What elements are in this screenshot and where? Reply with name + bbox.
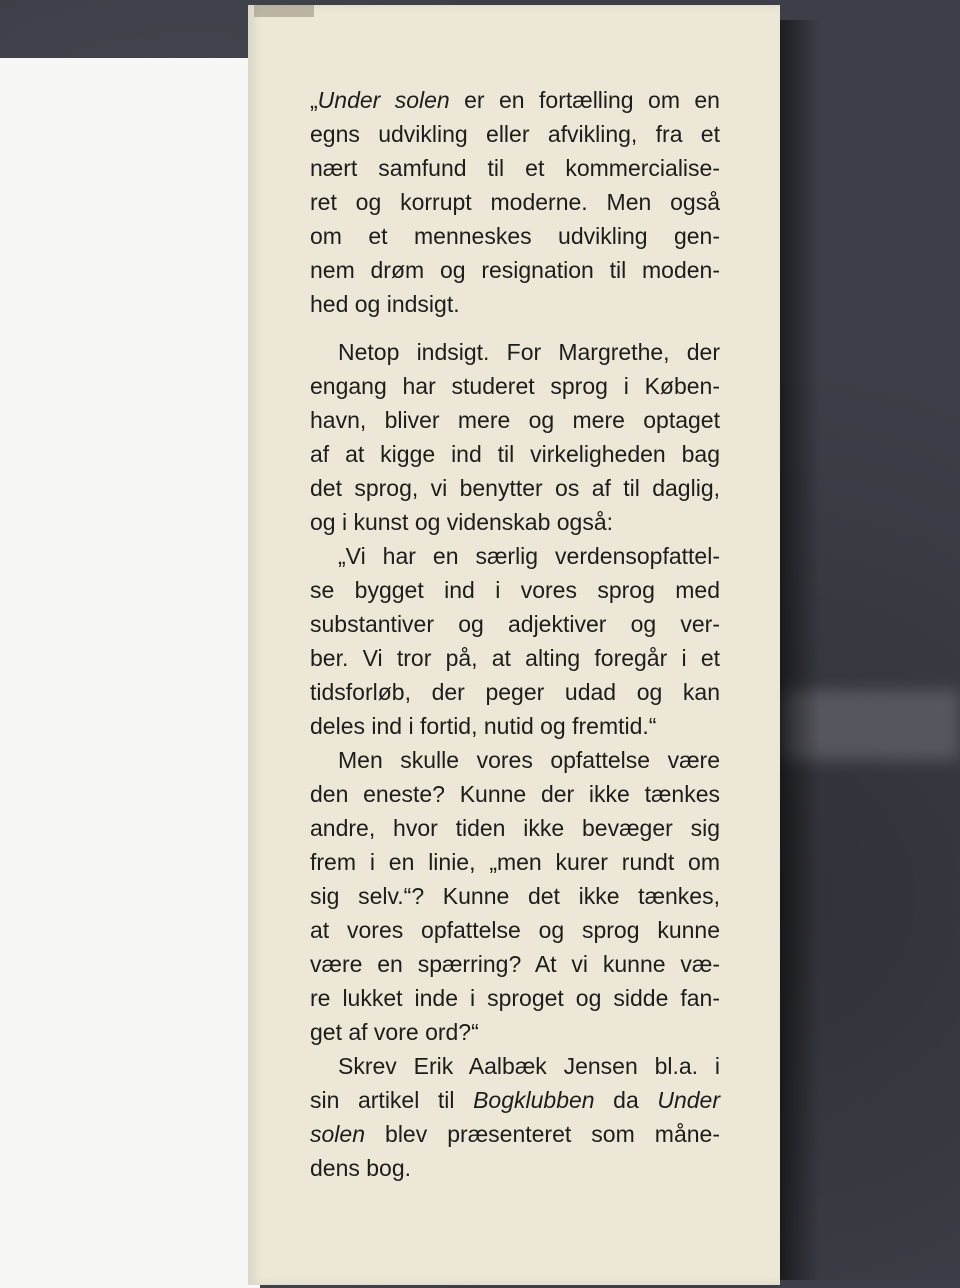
text-line: [310, 879, 720, 913]
text-segment: sig selv.“? Kunne det ikke tænkes,: [310, 883, 720, 909]
text-segment: sin artikel til: [310, 1087, 474, 1113]
text-segment: nært samfund til et kommercialise-: [310, 155, 720, 181]
text-segment: get af vore ord?“: [310, 1019, 479, 1045]
text-segment: tidsforløb, der peger udad og kan: [310, 679, 720, 705]
text-line: [310, 811, 720, 845]
text-segment: af at kigge ind til virkeligheden bag: [310, 441, 720, 467]
italic-text: solen: [310, 1121, 365, 1147]
text-segment: hed og indsigt.: [310, 291, 460, 317]
text-segment: havn, bliver mere og mere optaget: [310, 407, 720, 433]
text-line: [310, 777, 720, 811]
text-segment: ret og korrupt moderne. Men også: [310, 189, 720, 215]
flap-text-block: [310, 83, 720, 1185]
text-segment: dens bog.: [310, 1155, 412, 1181]
text-line: [310, 83, 720, 117]
text-segment: være en spærring? At vi kunne væ-: [310, 951, 720, 977]
text-line: [310, 845, 720, 879]
flap-shadow: [780, 20, 820, 1280]
text-line: [310, 1117, 720, 1151]
text-line: [310, 675, 720, 709]
text-line: [310, 743, 720, 777]
text-line: [310, 1049, 720, 1083]
text-line: [310, 641, 720, 675]
italic-text: Under: [657, 1087, 720, 1113]
flap-worn-edge: [254, 5, 314, 17]
text-segment: nem drøm og resignation til moden-: [310, 257, 720, 283]
text-segment: egns udvikling eller afvikling, fra et: [310, 121, 720, 147]
text-segment: om et menneskes udvikling gen-: [310, 223, 720, 249]
italic-text: Under solen: [317, 87, 450, 113]
text-line: [310, 403, 720, 437]
italic-text: Bogklubben: [473, 1087, 595, 1113]
text-line: [310, 151, 720, 185]
text-segment: og i kunst og videnskab også:: [310, 509, 614, 535]
text-line: [310, 913, 720, 947]
text-segment: se bygget ind i vores sprog med: [310, 577, 720, 603]
text-segment: den eneste? Kunne der ikke tænkes: [310, 781, 720, 807]
text-line: [310, 709, 720, 743]
text-line: [310, 505, 720, 539]
text-line: [310, 219, 720, 253]
text-line: [310, 1015, 720, 1049]
text-segment: det sprog, vi benytter os af til daglig,: [310, 475, 720, 501]
text-line: [310, 607, 720, 641]
text-segment: deles ind i fortid, nutid og fremtid.“: [310, 713, 657, 739]
text-line: [310, 437, 720, 471]
text-line: [310, 117, 720, 151]
text-segment: substantiver og adjektiver og ver-: [310, 611, 720, 637]
text-segment: er en fortælling om en: [449, 87, 720, 113]
text-segment: Skrev Erik Aalbæk Jensen bl.a. i: [338, 1053, 720, 1079]
text-segment: ber. Vi tror på, at alting foregår i et: [310, 645, 720, 671]
text-line: [310, 947, 720, 981]
text-segment: blev præsenteret som måne-: [364, 1121, 720, 1147]
text-segment: da: [594, 1087, 658, 1113]
text-line: [310, 1083, 720, 1117]
text-line: [310, 981, 720, 1015]
text-segment: „Vi har en særlig verdensopfattel-: [338, 543, 720, 569]
text-line: [310, 573, 720, 607]
text-segment: andre, hvor tiden ikke bevæger sig: [310, 815, 720, 841]
text-segment: Men skulle vores opfattelse være: [338, 747, 720, 773]
white-paper-sheet: [0, 58, 260, 1288]
text-line: [310, 539, 720, 573]
text-line: [310, 369, 720, 403]
text-line: [310, 1151, 720, 1185]
text-line: [310, 287, 720, 321]
text-line: [310, 253, 720, 287]
text-line: [310, 185, 720, 219]
text-segment: engang har studeret sprog i Køben-: [310, 373, 720, 399]
text-segment: re lukket inde i sproget og sidde fan-: [310, 985, 720, 1011]
text-segment: Netop indsigt. For Margrethe, der: [338, 339, 720, 365]
text-segment: frem i en linie, „men kurer rundt om: [310, 849, 720, 875]
text-segment: „: [310, 87, 318, 113]
text-line: [310, 335, 720, 369]
text-line: [310, 471, 720, 505]
text-segment: at vores opfattelse og sprog kunne: [310, 917, 720, 943]
